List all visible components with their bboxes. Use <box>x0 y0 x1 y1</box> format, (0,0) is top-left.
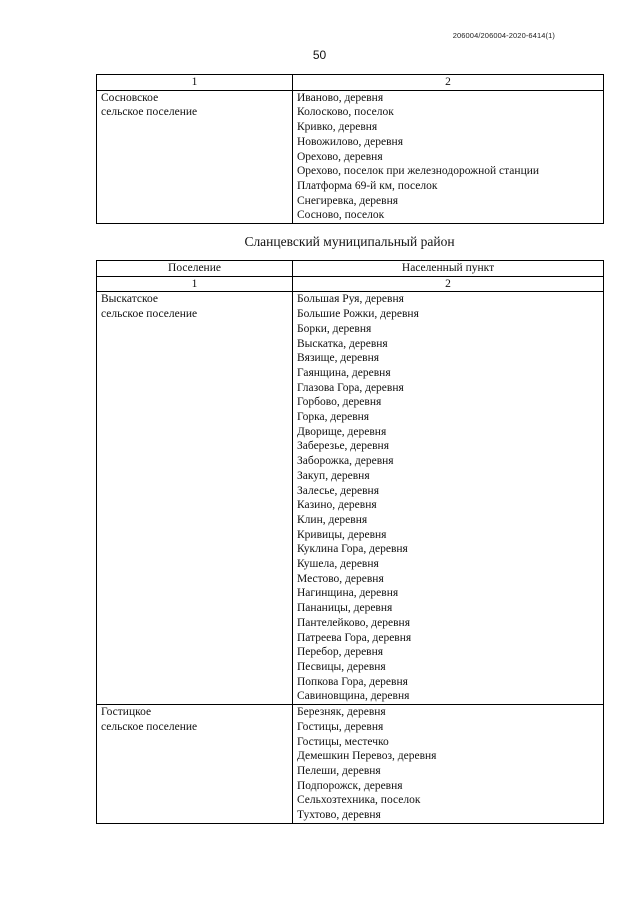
locality-name: Кривко, деревня <box>297 121 378 134</box>
locality-cell <box>293 90 604 223</box>
column-header-locality: Населенный пункт <box>293 261 604 277</box>
locality-name: Патреева Гора, деревня <box>297 631 412 644</box>
settlement-name: сельское поселение <box>101 308 198 321</box>
locality-name: Выскатка, деревня <box>297 337 388 350</box>
column-number: 1 <box>97 75 293 91</box>
locality-name: Заборожка, деревня <box>297 455 394 468</box>
settlement-name: Сосновское <box>101 91 159 104</box>
locality-cell <box>293 705 604 824</box>
column-number: 1 <box>97 276 293 292</box>
table-body <box>97 90 604 223</box>
header-row <box>97 261 604 277</box>
locality-name: Залесье, деревня <box>297 484 379 497</box>
locality-name: Сосново, поселок <box>297 209 385 222</box>
locality-name: Подпорожск, деревня <box>297 779 403 792</box>
table-row <box>97 90 604 223</box>
locality-name: Клин, деревня <box>297 513 368 526</box>
locality-name: Колосково, поселок <box>297 106 394 119</box>
locality-name: Куклина Гора, деревня <box>297 543 408 556</box>
locality-name: Снегиревка, деревня <box>297 194 399 207</box>
locality-name: Платформа 69-й км, поселок <box>297 179 438 192</box>
settlement-name: Выскатское <box>101 293 158 306</box>
settlement-name: сельское поселение <box>101 106 198 119</box>
locality-name: Дворище, деревня <box>297 425 387 438</box>
locality-name: Гаянщина, деревня <box>297 366 391 379</box>
page-number: 50 <box>312 48 327 62</box>
column-number: 2 <box>293 75 604 91</box>
column-header-settlement: Поселение <box>97 261 293 277</box>
locality-name: Большие Рожки, деревня <box>297 308 419 321</box>
column-number-row <box>97 75 604 91</box>
locality-name: Перебор, деревня <box>297 646 384 659</box>
settlement-name: Гостицкое <box>101 706 152 719</box>
locality-name: Новожилово, деревня <box>297 135 403 148</box>
locality-name: Кушела, деревня <box>297 558 379 571</box>
locality-name: Сельхозтехника, поселок <box>297 794 421 807</box>
locality-name: Пананицы, деревня <box>297 602 393 615</box>
locality-name: Закуп, деревня <box>297 469 370 482</box>
locality-name: Горка, деревня <box>297 411 370 424</box>
locality-name: Борки, деревня <box>297 322 372 335</box>
locality-name: Иваново, деревня <box>297 91 384 104</box>
settlement-cell <box>97 90 293 223</box>
settlements-table-continued <box>96 74 604 224</box>
locality-name: Нагинщина, деревня <box>297 587 399 600</box>
locality-name: Местово, деревня <box>297 572 384 585</box>
locality-name: Савиновщина, деревня <box>297 690 410 703</box>
locality-name: Березняк, деревня <box>297 706 386 719</box>
document-id: 206004/206004-2020-6414(1) <box>452 31 555 40</box>
locality-name: Вязище, деревня <box>297 352 380 365</box>
locality-name: Гостицы, деревня <box>297 720 384 733</box>
settlement-name: сельское поселение <box>101 720 198 733</box>
locality-name: Попкова Гора, деревня <box>297 675 408 688</box>
locality-name: Демешкин Перевоз, деревня <box>297 750 437 763</box>
locality-name: Орехово, деревня <box>297 150 383 163</box>
settlements-table <box>96 260 604 824</box>
locality-name: Горбово, деревня <box>297 396 382 409</box>
locality-name: Глазова Гора, деревня <box>297 381 404 394</box>
column-number-row <box>97 276 604 292</box>
locality-name: Большая Руя, деревня <box>297 293 404 306</box>
locality-name: Казино, деревня <box>297 499 377 512</box>
locality-name: Песвицы, деревня <box>297 660 386 673</box>
table-row <box>97 292 604 705</box>
locality-name: Гостицы, местечко <box>297 735 389 748</box>
locality-name: Орехово, поселок при железнодорожной станции <box>297 165 540 178</box>
locality-name: Пелеши, деревня <box>297 764 381 777</box>
column-number: 2 <box>293 276 604 292</box>
locality-name: Заберезье, деревня <box>297 440 389 453</box>
settlement-cell <box>97 705 293 824</box>
table-row <box>97 705 604 824</box>
locality-name: Кривицы, деревня <box>297 528 387 541</box>
locality-cell <box>293 292 604 705</box>
settlement-cell <box>97 292 293 705</box>
locality-name: Тухтово, деревня <box>297 809 381 822</box>
section-title: Сланцевский муниципальный район <box>244 234 455 249</box>
locality-name: Пантелейково, деревня <box>297 616 410 629</box>
table-body <box>97 292 604 823</box>
